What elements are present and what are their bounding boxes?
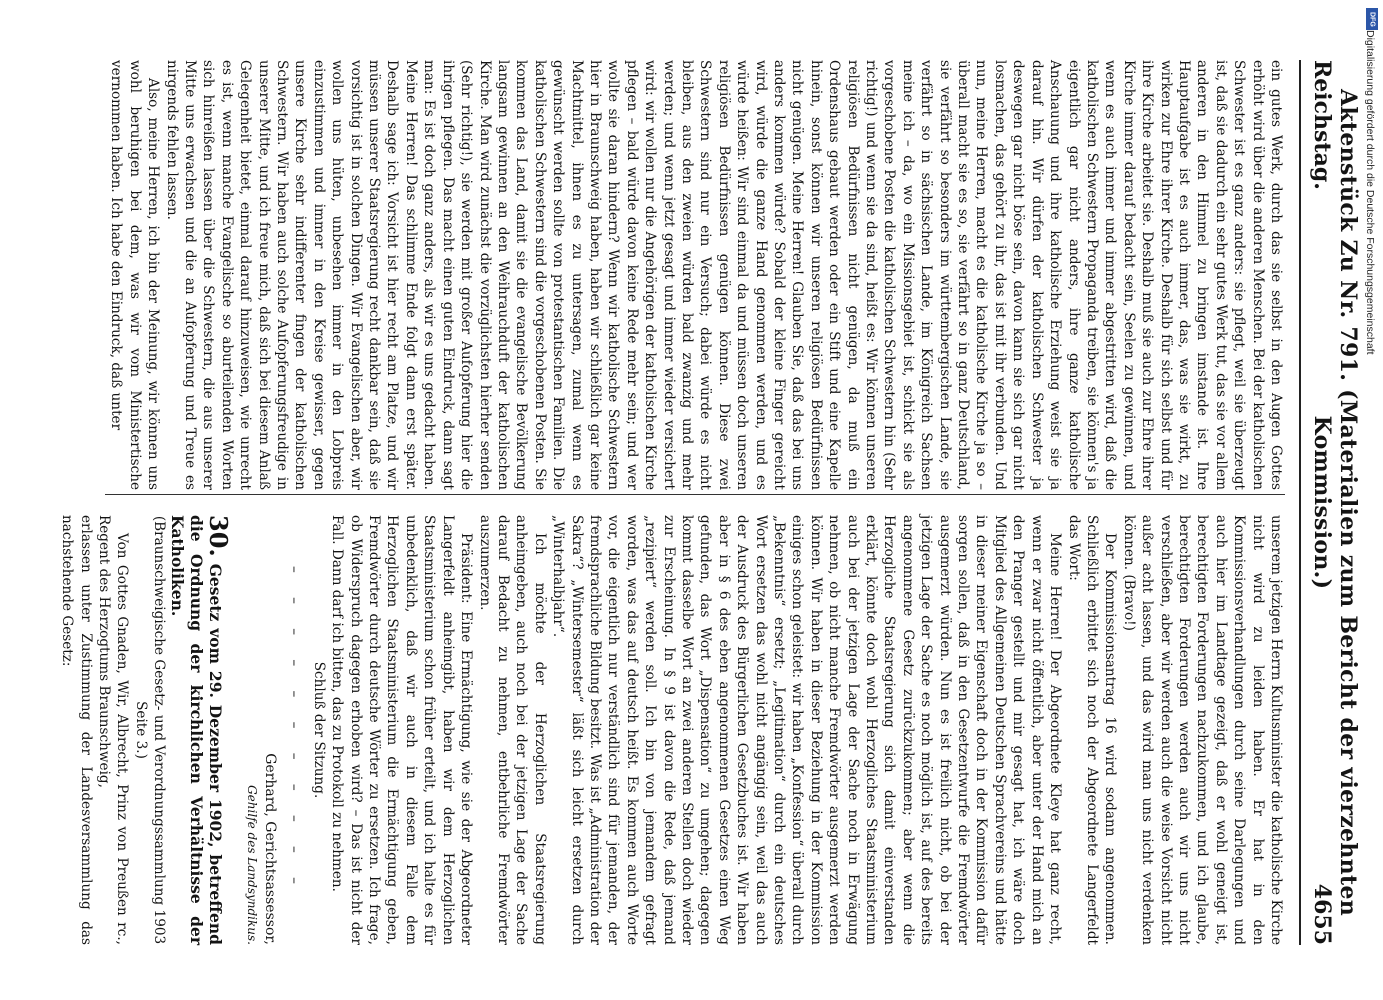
- paragraph: ein gutes Werk, durch das sie selbst in den Augen Gottes erhöht wird über die anderen Menschen. Bei der katholischen Schwester ist es ganz anders: sie pflegt, weil sie überzeugt ist, daß sie dadurch ein sehr gutes Werk tut, das sie vor allem anderen in den Himmel zu bringen imstande ist. Ihre Hauptaufgabe ist es auch immer, das, was sie wirkt, zu wirken zur Ehre ihrer Kirche. Deshalb für sich selbst und für ihre Kirche arbeitet sie. Deshalb muß sie auch zur Ehre ihrer Kirche immer darauf bedacht sein, Seelen zu gewinnen, und wenn es auch immer und immer abgestritten wird, daß die katholischen Schwestern Propaganda treiben, sie können's ja eigentlich gar nicht anders, ihre ganze katholische Anschauung und ihre katholische Erziehung weist sie ja darauf hin. Wir dürfen der katholischen Schwester ja deswegen gar nicht böse sein, davon kann sie sich gar nicht losmachen, das gehört zu ihr, das ist mit ihr verbunden. Und nun, meine Herren, macht es die katholische Kirche ja so – überall macht sie es so, sie verfährt so in ganz Deutschland, sie verfährt so besonders im württembergischen Lande, sie verfährt so in sächsischen Lande, im Königreich Sachsen meine ich – da, wo ein Missionsgebiet ist, schickt sie als vorgeschobene Posten die katholischen Schwestern hin (Sehr richtig!) und wenn sie da sind, heißt es: Wir können unseren religiösen Bedürfnissen nicht genügen, da muß ein Ordenshaus gebaut werden oder ein Stift und eine Kapelle hinein, sonst können wir unseren religiösen Bedürfnissen nicht genügen. Meine Herren! Glauben Sie, daß das bei uns anders kommen würde? Sobald der kleine Finger gereicht wird, würde die ganze Hand genommen werden, und es würde heißen: Wir sind einmal da und müssen doch unseren religiösen Bedürfnissen genügen können. Diese zwei Schwestern sind nur ein Versuch; dabei würde es nicht bleiben, aus den zweien würden bald zwanzig und mehr werden; und wenn jetzt gesagt und immer wieder versichert wird: wir wollen nur die Angehörigen der katholischen Kirche pflegen – bald würde davon keine Rede mehr sein; und wer wollte sie daran hindern? Wenn wir katholische Schwestern hier in Braunschweig haben, haben wir schließlich gar keine Machtmittel, ihnen es zu untersagen, zumal wenn es gewünscht werden sollte von protestantischen Familien. Die katholischen Schwestern sind die vorgeschobenen Posten. Sie kommen das Land, damit sie die evangelische Bevölkerung langsam gewinnen an den Weihrauchduft der katholischen Kirche. Man wird zunächst die vorzüglichsten hierher senden (Sehr richtig!), sie werden mit großer Aufopferung hier die ihrigen pflegen. Das macht einen guten Eindruck, dann sagt man: Es ist doch ganz anders, als wir es uns gedacht haben. Meine Herren! Das schlimme Ende folgt dann erst später. Deshalb sage ich: Vorsicht ist hier recht am Platze, und wir müssen unserer Staatsregierung recht dankbar sein, daß sie vorsichtig ist in solchen Dingen. Wir Evangelischen aber, wir wollen uns hüten, unbesehen immer in den Lobpreis einzustimmen und immer in den Kreise gewisser, gegen unsere Kirche sehr indifferenter fingen der katholischen Schwestern. Wir haben auch solche Aufopferungsfreudige in unserer Mitte, und ich freue mich, daß sich bei diesem Anlaß Gelegenheit bietet, einmal darauf hinzuweisen, wie unrecht es ist, wenn manche Evangelische so aburteilenden Worten sich hinreißen lassen über die Schwestern, die aus unserer Mitte uns erwachsen und die an Aufopferung und Treue es nirgends fehlen lassen.: [163, 60, 1284, 490]
- paragraph: Von Gottes Gnaden, Wir, Albrecht, Prinz von Preußen rc., Regent des Herzogtums Braunschweig,: [96, 515, 131, 945]
- digitization-note: [1364, 30, 1376, 810]
- page-number: 4655: [1309, 883, 1335, 945]
- signature-title: Gehilfe des Landsyndikus.: [244, 785, 259, 945]
- page-header: [1299, 60, 1361, 945]
- text-column-left: [107, 60, 1285, 490]
- paragraph: Meine Herren! Der Abgeordnete Kleye hat ganz recht, wenn er zwar nicht öffentlich, aber unter der Hand mich an den Pranger gestellt und mir gesagt hat, ich wäre doch Mitglied des Allgemeinen Deutschen Sprachvereins und hätte in dieser meiner Eigenschaft doch in der Kommission dafür sorgen sollen, daß in den Gesetzentwurfe die Fremdwörter ausgemerzt würden. Nun es ist freilich nicht, ob bei der jetzigen Lage der Sache es noch möglich ist, auf des bereits angenommene Gesetz zurückzukommen; aber wenn die Herzogliche Staatsregierung sich damit einverstanden erklärt, könnte doch wohl Herzogliches Staatsministerium auch bei der jetzigen Lage der Sache noch in Erwägung nehmen, ob nicht manche Fremdwörter ausgemerzt werden können. Wir haben in dieser Beziehung in der Kommission einiges schon geleistet: wir haben „Konfession“ überall durch „Bekenntnis“ ersetzt; „Legitimation“ durch ein deutsches Wort ersetzen das wohl nicht angängig sein, weil das auch der Ausdruck des Bürgerlichen Gesetzbuches ist. Wir haben aber in § 6 des eben angenommenen Gesetzes einen Weg gefunden, das Wort „Dispensation“ zu umgehen; dagegen kommt dasselbe Wort an zwei anderen Stellen doch wieder zur Erscheinung. In § 9 ist davon die Rede, daß jemand „rezipiert“ werden soll. Ich bin von jemandem gefragt worden, was das auf deutsch heißt. Es kommen auch Worte vor, die eigentlich nur verständlich sind für jemanden, der fremdsprachliche Bildung besitzt. Was ist „Administration der Sakra“? „Wintersemester“ läßt sich leicht ersetzen durch „Winterhalbjahr“.: [550, 515, 1064, 945]
- header-left: Reichstag.: [1309, 60, 1335, 190]
- paragraph: Präsident: Eine Ermächtigung, wie sie der Abgeordneter Langerfeldt anheimgibt, haben wir dem Herzoglichen Staatsministerium schon früher erteilt, und ich halte es für unbedenklich, daß wir auch in diesem Falle dem Herzoglichen Staatsministerium die Ermächtigung geben, Fremdwörter durch deutsche Wörter zu ersetzen. Ich frage, ob Widerspruch dagegen erhoben wird? – Das ist nicht der Fall. Dann darf ich bitten, das zu Protokoll zu nehmen.: [329, 515, 475, 945]
- law-heading: [168, 515, 234, 945]
- law-source: (Braunschweigische Gesetz- und Verordnungssammlung 1903 Seite 3.): [132, 515, 168, 945]
- paragraph: Ich möchte der Herzoglichen Staatsregierung anheimgeben, auch noch bei der jetzigen Lage der Sache darauf Bedacht zu nehmen, entbehrliche Fremdwörter auszumerzen.: [476, 515, 548, 945]
- paragraph: unserem jetzigen Herrn Kultusminister die katholische Kirche nicht wird zu leiden haben. Er hat in den Kommissionsverhandlungen durch seine Darlegungen und auch hier im Landtage gezeigt, daß er wohl geneigt ist, berechtigten Forderungen nachzukommen, und ich glaube, berechtigten Forderungen werden auch wir uns nicht verschließen, aber wir werden auch die weise Vorsicht nicht außer acht lassen, und das wird man uns nicht verdenken können. (Bravo!): [1120, 515, 1284, 945]
- separator-dashes: – – – – – – – – – – –: [286, 566, 303, 894]
- paragraph: Der Kommissionsantrag 16 wird sodann angenommen. Schließlich erbittet sich noch der Abgeordnete Langerfeldt das Wort:: [1065, 515, 1119, 945]
- paragraph: erlassen unter Zustimmung der Landesversammlung das nachstehende Gesetz:: [59, 515, 94, 945]
- law-title: Gesetz vom 29. Dezember 1902, betreffend die Ordnung der kirchlichen Verhältnisse der Katholiken.: [168, 515, 226, 945]
- paragraph: Also, meine Herren, ich bin der Meinung, wir können uns wohl beruhigen bei dem, was wir vom Ministertische vernommen haben. Ich habe den Eindruck, daß unter: [108, 60, 162, 490]
- session-closing: Schluß der Sitzung.: [310, 661, 327, 799]
- column-divider: [105, 494, 1285, 495]
- header-title: Aktenstück Zu Nr. 791. (Materialien zum Bericht der vierzehnten Kommission.): [1309, 88, 1361, 917]
- text-column-right: [58, 515, 1285, 945]
- dfg-logo: DFG: [1366, 8, 1378, 30]
- signature-name: Gerhard, Gerichtsassessor,: [262, 753, 279, 945]
- digitization-note-text: Digitalisierung gefördert durch die Deutsche Forschungsgemeinschaft: [1364, 30, 1376, 355]
- law-number: 30.: [204, 515, 234, 557]
